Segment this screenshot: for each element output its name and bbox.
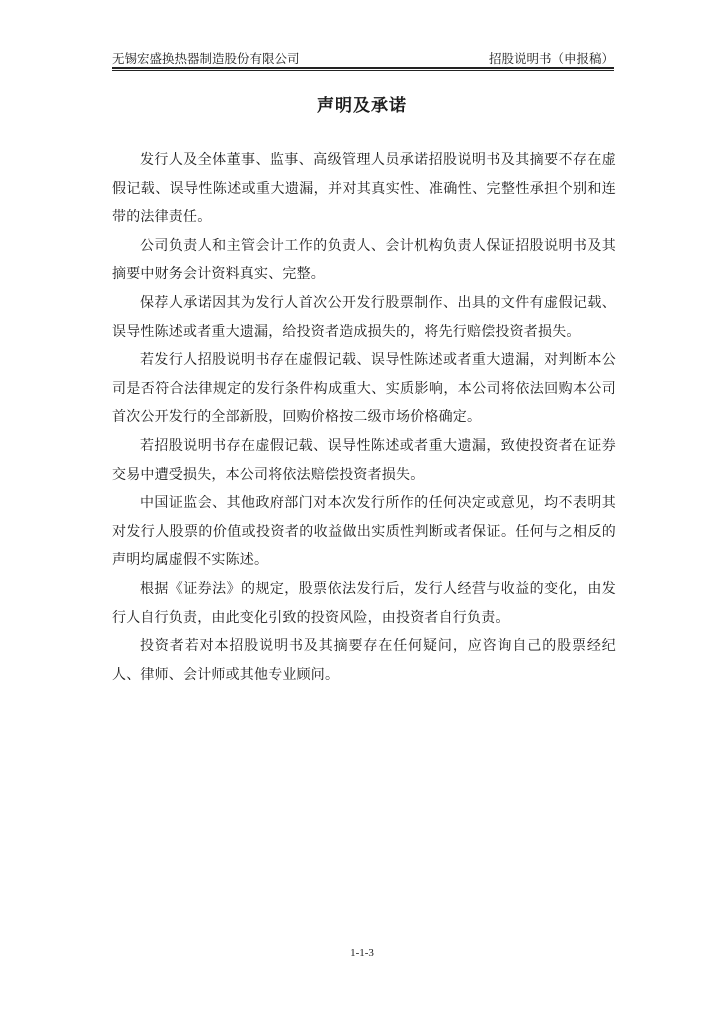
paragraph: 根据《证券法》的规定，股票依法发行后，发行人经营与收益的变化，由发行人自行负责，由此变化引致的投资风险，由投资者自行负责。 (112, 580, 616, 626)
page-number: 1-1-3 (350, 947, 374, 959)
paragraph: 若发行人招股说明书存在虚假记载、误导性陈述或者重大遗漏，对判断本公司是否符合法律规定的发行条件构成重大、实质影响，本公司将依法回购本公司首次公开发行的全部新股，回购价格按二级市场价格确定。 (112, 352, 616, 426)
header-document-type: 招股说明书（申报稿） (488, 51, 614, 66)
header-rule-thick (112, 67, 614, 69)
header-rule-thin (112, 70, 614, 71)
page-header (112, 50, 614, 68)
paragraph: 中国证监会、其他政府部门对本次发行所作的任何决定或意见，均不表明其对发行人股票的价值或投资者的收益做出实质性判断或者保证。任何与之相反的声明均属虚假不实陈述。 (112, 495, 616, 569)
paragraph: 公司负责人和主管会计工作的负责人、会计机构负责人保证招股说明书及其摘要中财务会计资料真实、完整。 (112, 237, 616, 283)
paragraph: 投资者若对本招股说明书及其摘要存在任何疑问，应咨询自己的股票经纪人、律师、会计师或其他专业顾问。 (112, 638, 616, 683)
page-title: 声明及承诺 (317, 96, 407, 116)
statement-body (112, 146, 616, 689)
header-company-name: 无锡宏盛换热器制造股份有限公司 (112, 51, 300, 66)
paragraph: 若招股说明书存在虚假记载、误导性陈述或者重大遗漏，致使投资者在证券交易中遭受损失，本公司将依法赔偿投资者损失。 (112, 437, 616, 483)
paragraph: 发行人及全体董事、监事、高级管理人员承诺招股说明书及其摘要不存在虚假记载、误导性陈述或重大遗漏，并对其真实性、准确性、完整性承担个别和连带的法律责任。 (112, 152, 616, 226)
paragraph: 保荐人承诺因其为发行人首次公开发行股票制作、出具的文件有虚假记载、误导性陈述或者重大遗漏，给投资者造成损失的，将先行赔偿投资者损失。 (112, 294, 616, 340)
